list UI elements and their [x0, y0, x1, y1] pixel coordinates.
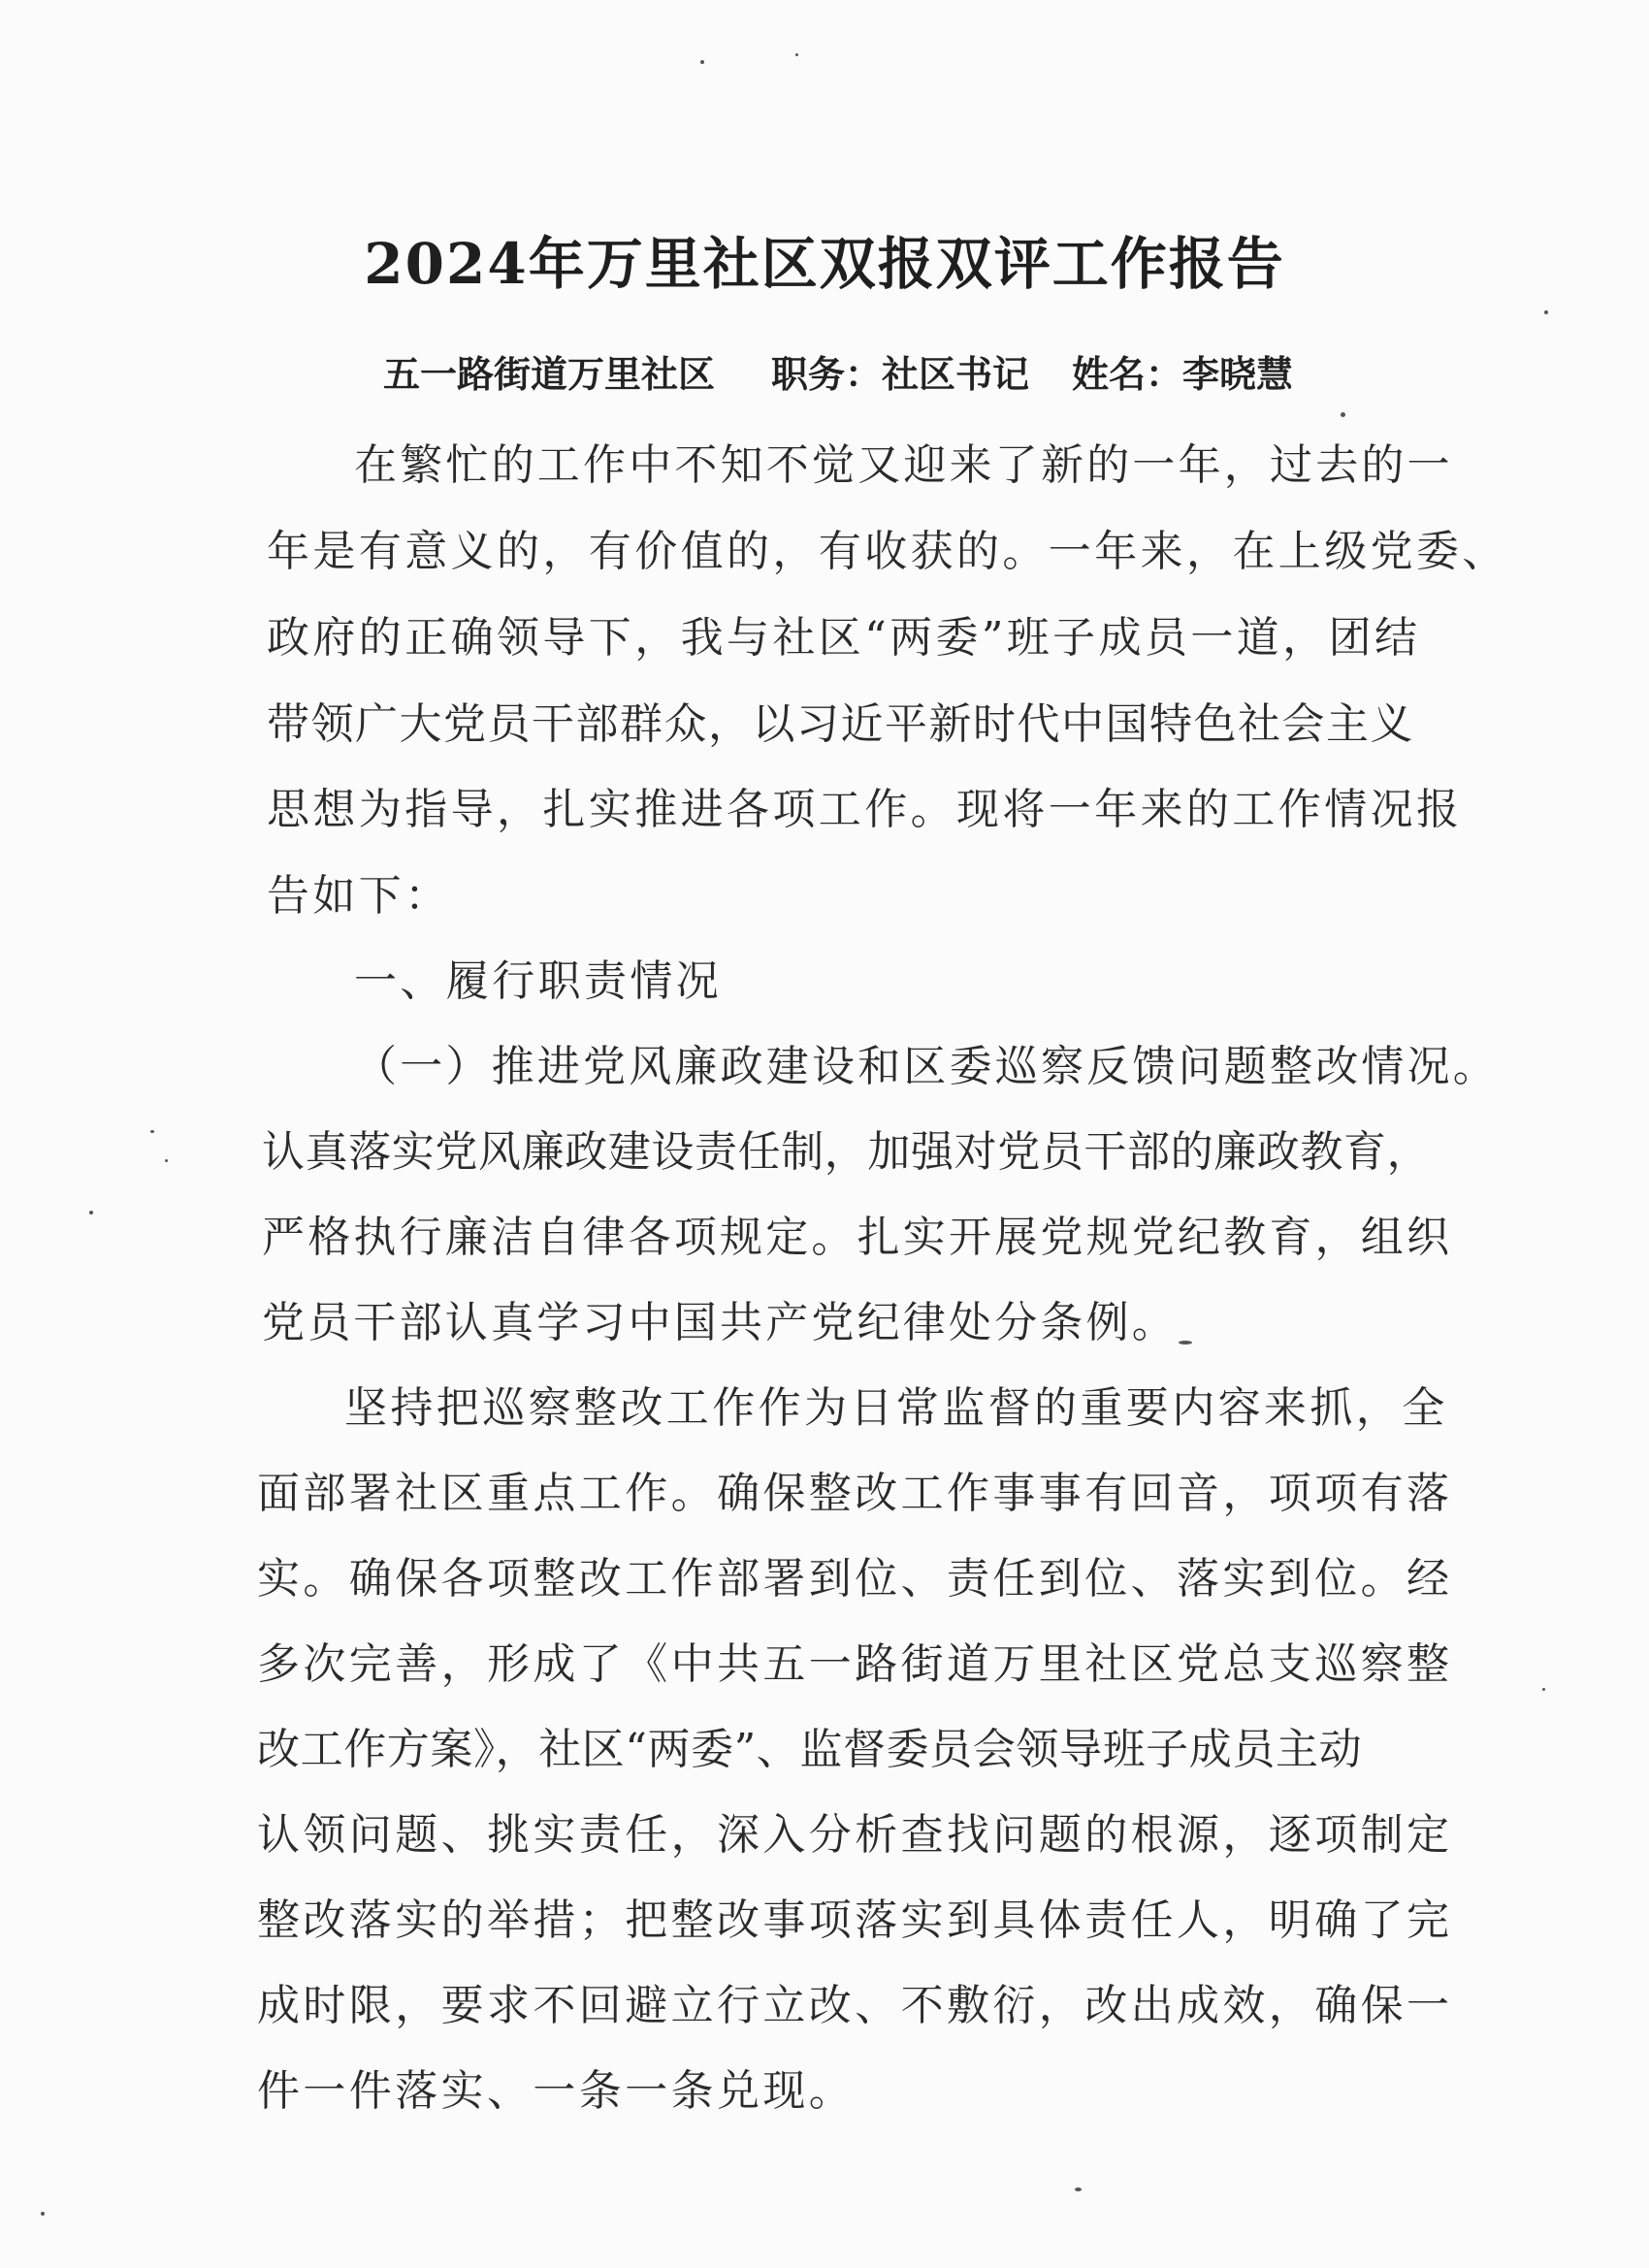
scan-speck — [41, 2212, 45, 2216]
section-heading: 一、履行职责情况 — [354, 956, 723, 1006]
byline-unit: 五一路街道万里社区 — [383, 352, 716, 396]
paragraph-line: 党员干部认真学习中国共产党纪律处分条例。 — [262, 1298, 1178, 1347]
paragraph-line: 年是有意义的，有价值的，有收获的。一年来，在上级党委、 — [267, 527, 1508, 576]
paragraph-line: 改工作方案》，社区“两委”、监督委员会领导班子成员主动 — [257, 1725, 1363, 1774]
paragraph-line: 多次完善，形成了《中共五一路街道万里社区党总支巡察整 — [257, 1639, 1453, 1689]
paragraph-line: 认真落实党风廉政建设责任制，加强对党员干部的廉政教育， — [262, 1127, 1431, 1177]
scan-speck — [700, 60, 704, 64]
scan-speck — [1179, 1341, 1192, 1345]
scan-speck — [1075, 2187, 1082, 2191]
paragraph-line: 认领问题、挑实责任，深入分析查找问题的根源，逐项制定 — [257, 1810, 1453, 1860]
paragraph-line: 成时限，要求不回避立行立改、不敷衍，改出成效，确保一 — [257, 1981, 1453, 2030]
subsection-heading: （一）推进党风廉政建设和区委巡察反馈问题整改情况。 — [354, 1042, 1499, 1091]
paragraph-line: 在繁忙的工作中不知不觉又迎来了新的一年，过去的一 — [354, 440, 1453, 490]
scan-speck — [165, 1159, 168, 1162]
scan-speck — [1341, 412, 1345, 417]
paragraph-line: 面部署社区重点工作。确保整改工作事事有回音，项项有落 — [257, 1469, 1453, 1518]
paragraph-line: 实。确保各项整改工作部署到位、责任到位、落实到位。经 — [257, 1554, 1453, 1604]
paragraph-line: 严格执行廉洁自律各项规定。扎实开展党规党纪教育，组织 — [262, 1213, 1453, 1262]
scan-speck — [89, 1211, 93, 1215]
paragraph-line: 整改落实的举措；把整改事项落实到具体责任人，明确了完 — [257, 1895, 1453, 1945]
paragraph-line: 件一件落实、一条一条兑现。 — [257, 2066, 856, 2116]
scan-speck — [795, 53, 798, 56]
document-title: 2024年万里社区双报双评工作报告 — [364, 231, 1285, 297]
byline — [383, 344, 1293, 398]
scan-speck — [150, 1130, 154, 1133]
byline-position: 职务：社区书记 — [771, 352, 1030, 396]
paragraph-line: 告如下： — [267, 871, 451, 921]
scan-speck — [1544, 310, 1548, 314]
paragraph-line: 政府的正确领导下，我与社区“两委”班子成员一道，团结 — [267, 613, 1421, 663]
paragraph-line: 坚持把巡察整改工作作为日常监督的重要内容来抓，全 — [344, 1383, 1448, 1433]
scan-speck — [1542, 1688, 1545, 1691]
byline-name: 姓名：李晓慧 — [1072, 352, 1294, 396]
paragraph-line: 带领广大党员干部群众，以习近平新时代中国特色社会主义 — [267, 699, 1414, 749]
paragraph-line: 思想为指导，扎实推进各项工作。现将一年来的工作情况报 — [267, 785, 1463, 834]
